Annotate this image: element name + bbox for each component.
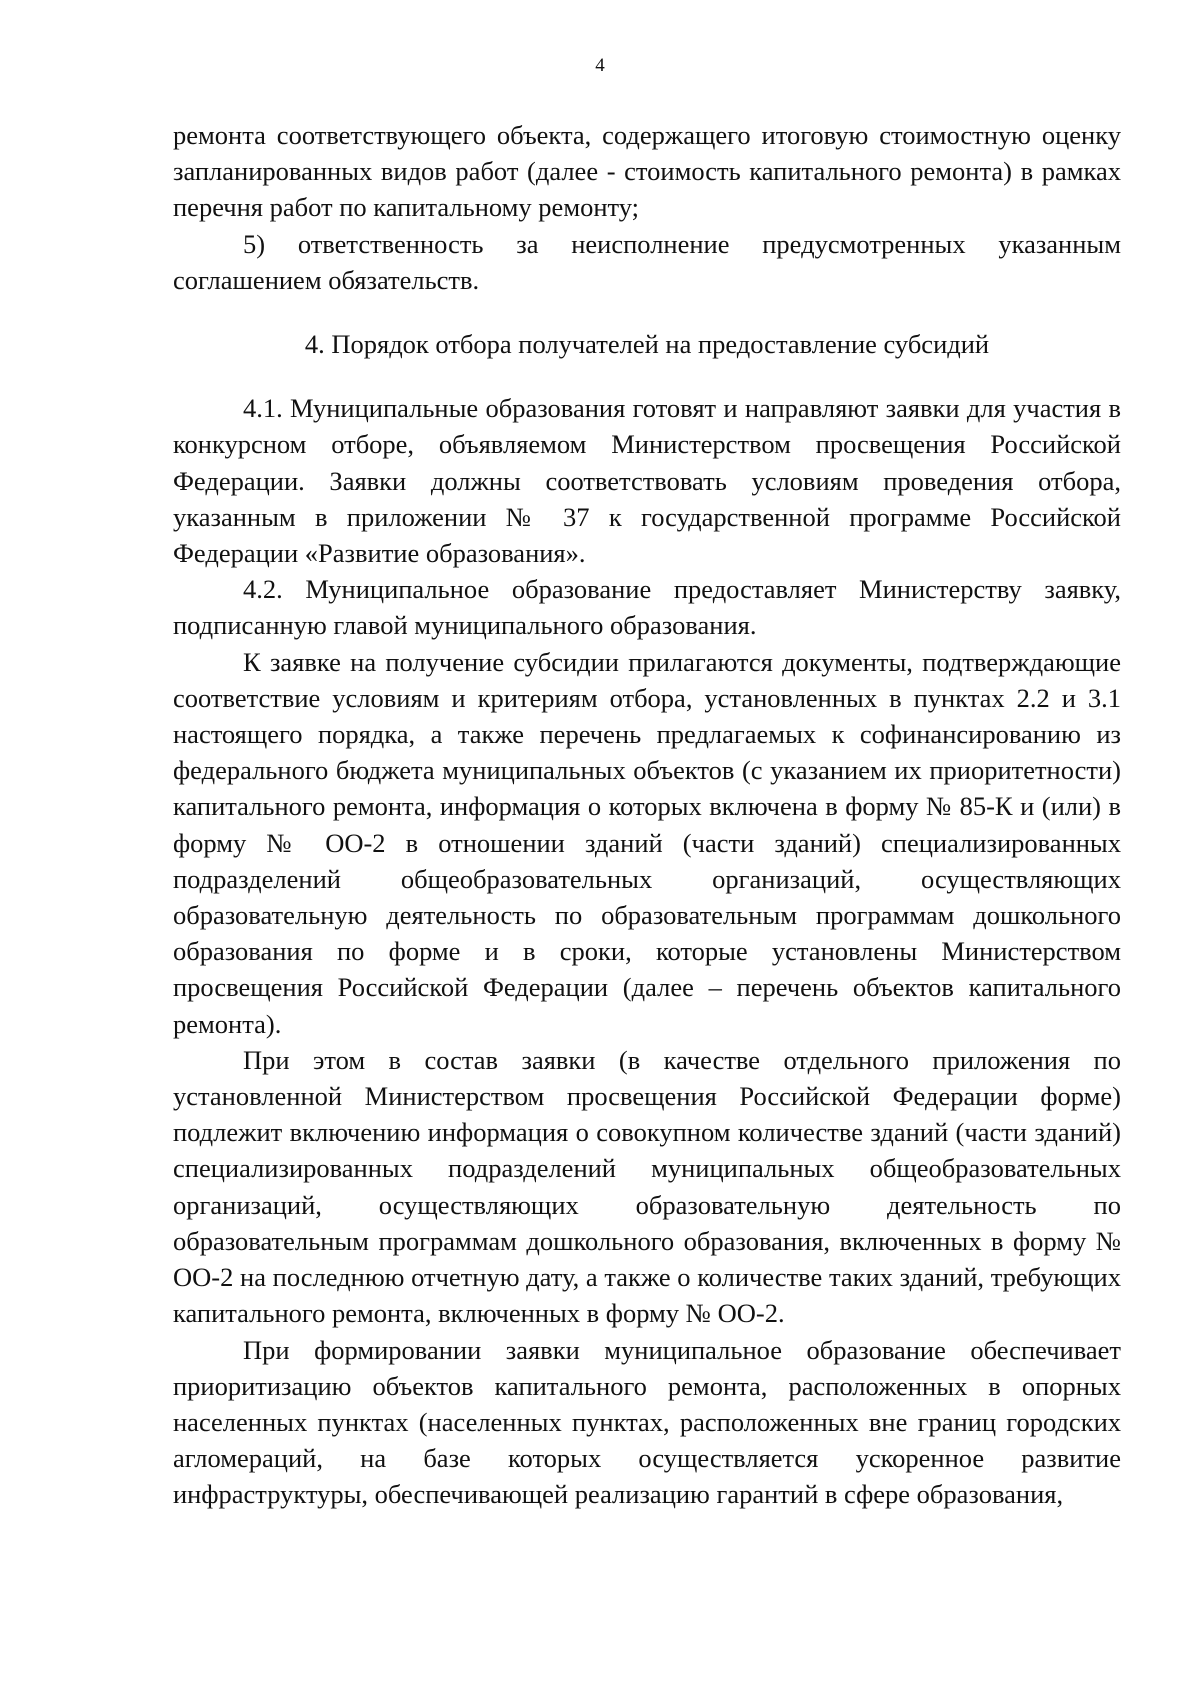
paragraph-4-1: 4.1. Муниципальные образования готовят и направляют заявки для участия в конкурсном отборе, объявляемом Министерством просвещения Российской Федерации. Заявки должны соответствовать условиям проведения отбора, указанным в приложении № 37 к государственной программе Российской Федерации «Развитие образования». (173, 393, 1121, 569)
page-number: 4 (595, 55, 605, 76)
paragraph-prioritization: При формировании заявки муниципальное образование обеспечивает приоритизацию объектов капитального ремонта, расположенных в опорных населенных пунктах (населенных пунктах, расположенных вне границ городских агломераций, на базе которых осуществляется ускоренное развитие инфраструктуры, обеспечивающей реализацию гарантий в сфере образования, (173, 1334, 1121, 1510)
paragraph-4-2: 4.2. Муниципальное образование предоставляет Министерству заявку, подписанную главой муниципального образования. (173, 574, 1121, 641)
paragraph-item-5: 5) ответственность за неисполнение предусмотренных указанным соглашением обязательств. (173, 228, 1121, 295)
section-heading: 4. Порядок отбора получателей на предоставление субсидий (304, 329, 990, 360)
paragraph-additional-info: При этом в состав заявки (в качестве отдельного приложения по установленной Министерством просвещения Российской Федерации форме) подлежит включению информация о совокупном количестве зданий (части зданий) специализированных подразделений муниципальных общеобразовательных организаций, осуществляющих образовательную деятельность по образовательным программам дошкольного образования, включенных в форму № ОО-2 на последнюю отчетную дату, а также о количестве таких зданий, требующих капитального ремонта, включенных в форму № ОО-2. (173, 1044, 1121, 1329)
paragraph-continuation: ремонта соответствующего объекта, содержащего итоговую стоимостную оценку запланированных видов работ (далее - стоимость капитального ремонта) в рамках перечня работ по капитальному ремонту; (173, 120, 1121, 223)
document-body (173, 117, 1121, 1513)
paragraph-attachments: К заявке на получение субсидии прилагаются документы, подтверждающие соответствие условиям и критериям отбора, установленных в пунктах 2.2 и 3.1 настоящего порядка, а также перечень предлагаемых к софинансированию из федерального бюджета муниципальных объектов (с указанием их приоритетности) капитального ремонта, информация о которых включена в форму № 85-К и (или) в форму № ОО-2 в отношении зданий (части зданий) специализированных подразделений общеобразовательных организаций, осуществляющих образовательную деятельность по образовательным программам дошкольного образования по форме и в сроки, которые установлены Министерством просвещения Российской Федерации (далее – перечень объектов капитального ремонта). (173, 646, 1121, 1039)
